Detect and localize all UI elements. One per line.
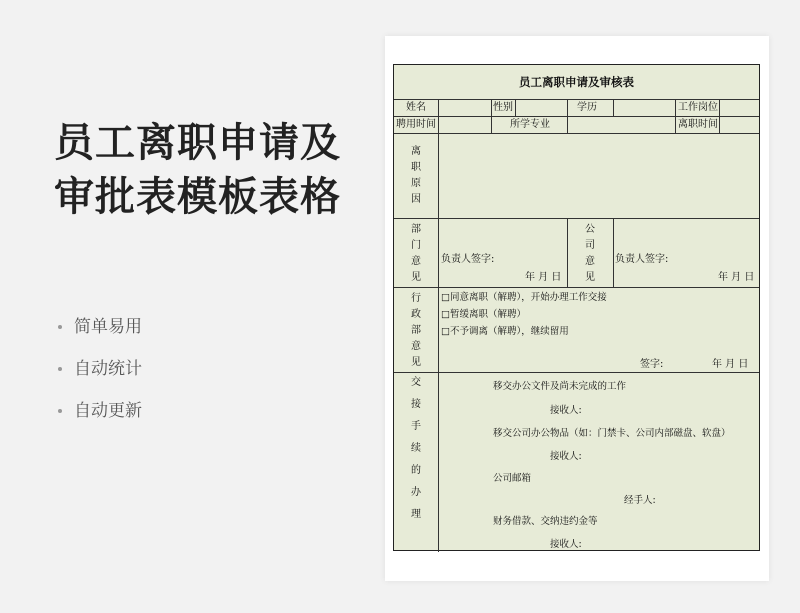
row-divider xyxy=(394,287,759,288)
major-label: 所学专业 xyxy=(510,119,550,130)
company-opinion-label: 公司意见 xyxy=(585,224,595,283)
name-label: 姓名 xyxy=(406,102,426,113)
row-divider xyxy=(394,218,759,219)
col-divider xyxy=(567,218,568,287)
col-divider xyxy=(675,116,676,133)
dept-sign-label: 负责人签字: xyxy=(441,254,495,265)
bullet-icon xyxy=(58,325,62,329)
feature-item xyxy=(58,348,142,390)
feature-label: 简单易用 xyxy=(74,317,142,337)
handover-label: 交接手续的办理 xyxy=(411,377,421,520)
handover-line: 公司邮箱 xyxy=(493,473,532,484)
handover-line: 移交办公文件及尚未完成的工作 xyxy=(493,381,627,392)
dept-date-label: 年 月 日 xyxy=(525,272,562,283)
reason-label: 离职原因 xyxy=(411,146,421,205)
col-divider xyxy=(613,218,614,287)
promo-title-line1: 员工离职申请及 xyxy=(54,120,341,166)
handover-line: 接收人: xyxy=(550,405,582,416)
col-divider xyxy=(675,99,676,116)
col-divider xyxy=(491,99,492,116)
row-divider xyxy=(394,133,759,134)
education-label: 学历 xyxy=(577,102,597,113)
document-preview xyxy=(385,36,769,581)
admin-option-reject[interactable]: □不予调离（解聘），继续留用 xyxy=(441,326,569,337)
dept-opinion-label: 部门意见 xyxy=(411,224,421,283)
col-divider xyxy=(567,99,568,116)
col-divider xyxy=(515,99,516,116)
col-divider xyxy=(491,116,492,133)
col-divider xyxy=(438,99,439,116)
handover-line: 移交公司办公物品（如：门禁卡、公司内部磁盘、软盘） xyxy=(493,428,731,439)
resignation-form xyxy=(393,64,760,551)
admin-sign-label: 签字: xyxy=(640,359,664,370)
col-divider xyxy=(719,116,720,133)
handover-line: 财务借款、交纳违约金等 xyxy=(493,516,598,527)
handover-line: 接收人: xyxy=(550,539,582,550)
admin-date-label: 年 月 日 xyxy=(712,359,749,370)
feature-item xyxy=(58,390,142,432)
position-label: 工作岗位 xyxy=(678,102,718,113)
handover-line: 经手人: xyxy=(624,495,656,506)
hire-date-label: 聘用时间 xyxy=(396,119,436,130)
col-divider xyxy=(567,116,568,133)
feature-item xyxy=(58,306,142,348)
leave-date-label: 离职时间 xyxy=(678,119,718,130)
admin-option-postpone[interactable]: □暂缓离职（解聘） xyxy=(441,309,526,320)
bullet-icon xyxy=(58,409,62,413)
promo-title xyxy=(54,116,341,224)
gender-label: 性别 xyxy=(493,102,513,113)
col-divider xyxy=(613,99,614,116)
admin-option-agree[interactable]: □同意离职（解聘），开始办理工作交接 xyxy=(441,292,607,303)
company-sign-label: 负责人签字: xyxy=(615,254,669,265)
feature-label: 自动统计 xyxy=(74,359,142,379)
bullet-icon xyxy=(58,367,62,371)
feature-label: 自动更新 xyxy=(74,401,142,421)
form-title: 员工离职申请及审核表 xyxy=(519,75,634,89)
handover-line: 接收人: xyxy=(550,451,582,462)
col-divider xyxy=(719,99,720,116)
col-divider xyxy=(438,133,439,552)
col-divider xyxy=(438,116,439,133)
admin-opinion-label: 行政部意见 xyxy=(411,293,421,368)
promo-title-line2: 审批表模板表格 xyxy=(54,174,341,220)
company-date-label: 年 月 日 xyxy=(718,272,755,283)
feature-list xyxy=(58,306,142,432)
row-divider xyxy=(394,372,759,373)
